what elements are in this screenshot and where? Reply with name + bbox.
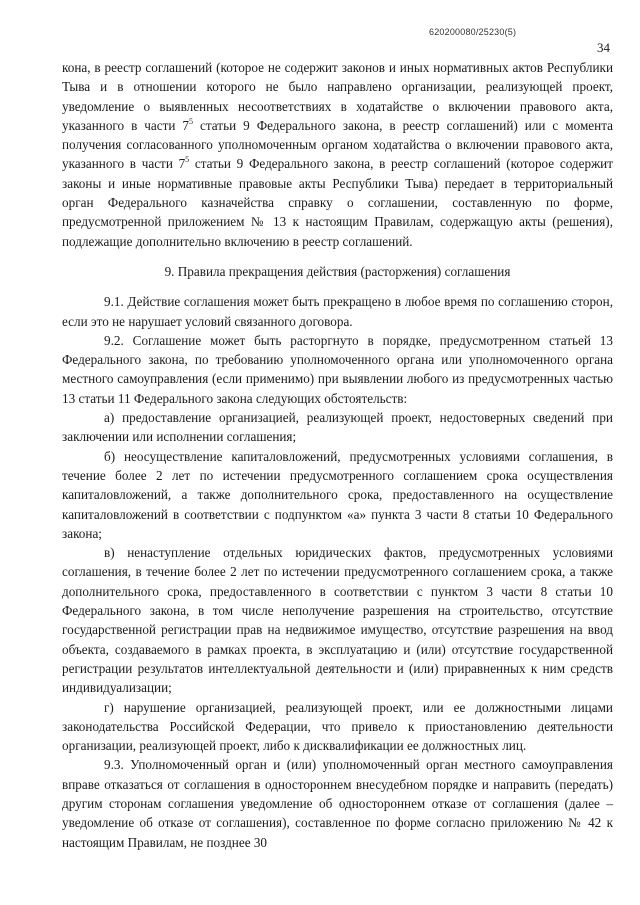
page-number: 34 (597, 40, 610, 55)
paragraph-9-3: 9.3. Уполномоченный орган и (или) уполномоченный орган местного самоуправления вправе отказаться от соглашения в одностороннем внесудебном порядке и направить (передать) другим сторонам соглашения уведомление об одностороннем отказе от соглашения (далее – уведомление об отказе от соглашения), составленное по форме согласно приложению № 42 к настоящим Правилам, не позднее 30 (62, 757, 613, 850)
paragraph-continuation (62, 58, 613, 251)
text-run: статьи 9 Федерального закона, в реестр соглашений) или с момента получения согласованного уполномоченным органом ходатайства о включении правового акта, указанного в части 7 (62, 117, 613, 172)
superscript: 5 (189, 116, 194, 126)
text-run: кона, в реестр соглашений (которое не содержит законов и иных нормативных актов Республики Тыва и в отношении которого не было направлено организации, реализующей проект, уведомление о выявленных несоответствиях в ходатайстве о включении правового акта, указанного в части 7 (62, 60, 613, 133)
list-item-a: а) предоставление организацией, реализующей проект, недостоверных сведений при заключении или исполнении соглашения; (62, 410, 613, 445)
paragraph-9-2: 9.2. Соглашение может быть расторгнуто в порядке, предусмотренном статьей 13 Федерального закона, по требованию уполномоченного органа или уполномоченного органа местного самоуправления (если применимо) при выявлении любого из предусмотренных частью 13 статьи 11 Федерального закона следующих обстоятельств: (62, 332, 613, 406)
paragraph-9-1: 9.1. Действие соглашения может быть прекращено в любое время по соглашению сторон, если это не нарушает условий связанного договора. (62, 294, 613, 329)
document-body (62, 58, 613, 852)
list-item-b: б) неосуществление капиталовложений, предусмотренных условиями соглашения, в течение более 2 лет по истечении предусмотренного соглашением срока осуществления капиталовложений, а также дополнительного срока, предоставленного на осуществление капиталовложений в соответствии с подпунктом «а» пункта 3 части 8 статьи 10 Федерального закона; (62, 448, 613, 541)
list-item-v: в) ненаступление отдельных юридических фактов, предусмотренных условиями соглашения, в течение более 2 лет по истечении предусмотренного соглашением срока, а также дополнительного срока, предоставленного в соответствии с пунктом 3 части 8 статьи 10 Федерального закона, в том числе неполучение разрешения на строительство, отсутствие государственной регистрации прав на недвижимое имущество, отсутствие разрешения на ввод объекта, создаваемого в рамках проекта, в эксплуатацию и (или) отсутствие государственной регистрации результатов интеллектуальной деятельности и (или) приравненных к ним средств индивидуализации; (62, 545, 613, 696)
document-id: 620200080/25230(5) (429, 27, 517, 37)
section-title: 9. Правила прекращения действия (расторжения) соглашения (164, 263, 511, 279)
list-item-g: г) нарушение организацией, реализующей проект, или ее должностными лицами законодательства Российской Федерации, что привело к приостановлению деятельности организации, реализующей проект, либо к дисквалификации ее должностных лиц. (62, 699, 613, 754)
text-run: статьи 9 Федерального закона, в реестр соглашений (которое содержит законы и иные нормативные правовые акты Республики Тыва) передает в территориальный орган Федерального казначейства справку о соглашении, составленную по форме, предусмотренной приложением № 13 к настоящим Правилам, содержащую акты (решения), подлежащие дополнительно включению в реестр соглашений. (62, 156, 613, 249)
superscript: 5 (185, 155, 190, 165)
